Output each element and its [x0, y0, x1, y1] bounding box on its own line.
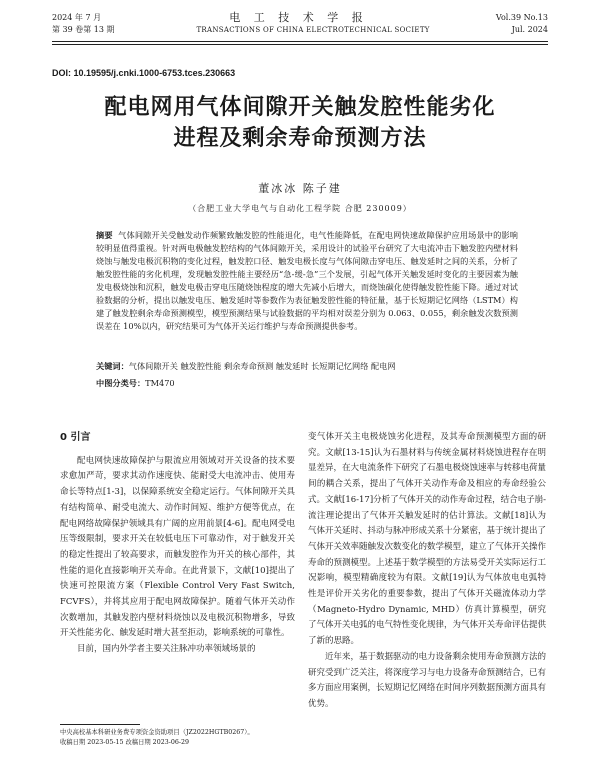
header-rule-thick: [52, 41, 548, 42]
keywords-text: 气体间隙开关 触发腔性能 剩余寿命预测 触发延时 长短期记忆网络 配电网: [128, 361, 396, 371]
intro-paragraph-1: 配电网快速故障保护与限流应用领域对开关设备的技术要求愈加严苛，要求其动作速度快、能耐受大电流冲击、使用寿命长等特点[1-3]，以保障系统安全稳定运行。气体间隙开关具有结构简单、耐受电流大、动作时间短、维护方便等优点，在配电网络故障保护领域具有广阔的应用前景[4-6]。配电网受电压等级限制，要求开关在较低电压下可靠动作，对于触发开关的稳定性提出了较高要求，而触发腔作为开关的核心部件，其性能的退化直接影响开关寿命。在此背景下，文献[10]提出了快速可控限流方案（Flexible Control Very Fast Switch, FCVFS），并将其应用于配电网故障保护。随着气体开关动作次数增加，其触发腔内壁材料烧蚀以及电极沉积物增多，导致开关性能劣化、触发延时增大甚至拒动，影响系统的可靠性。: [60, 455, 295, 639]
footnote-rule: [60, 724, 140, 725]
keywords-label: 关键词：: [96, 361, 129, 371]
abstract-text: 气体间隙开关受触发动作频繁致触发腔的性能退化，电气性能降低，在配电网快速故障保护应用场景中的影响较明显值得重视。针对两电极触发腔结构的气体间隙开关，采用设计的试验平台研究了大电流冲击下触发腔内壁材料烧蚀与触发电极沉积物的变化过程，触发腔口径、触发电极长度与气体间隙击穿电压、触发延时之间的关系，分析了触发腔性能的劣化机理，发现触发腔性能主要经历“急-缓-急”三个发展，引起气体开关触发延时变化的主要因素为触发电极烧蚀和沉积，触发电极击穿电压随烧蚀程度的增大先减小后增大，而烧蚀碳化使得触发腔性能下降。通过对试验数据的分析，提出以触发电压、触发延时等参数作为表征触发腔性能的特征量，基于长短期记忆网络（LSTM）构建了触发腔剩余寿命预测模型，模型预测结果与试验数据的平均相对误差分别为 0.063、0.055，剩余触发次数预测误差在 10%以内，研究结果可为气体开关运行维护与寿命预测提供参考。: [96, 230, 518, 331]
right-column: [308, 430, 546, 713]
footnote: [60, 728, 298, 748]
header-rule-thin: [52, 44, 548, 45]
doi[interactable]: DOI: 10.19595/j.cnki.1000-6753.tces.230663: [52, 68, 236, 78]
title-line-2: 进程及剩余寿命预测方法: [173, 126, 427, 151]
header-issue: 第 39 卷第 13 期: [52, 25, 115, 34]
journal-name-en: TRANSACTIONS OF CHINA ELECTROTECHNICAL SOCIETY: [196, 26, 430, 34]
footnote-funding: 中央高校基本科研业务费专项资金资助项目（JZ2022HGTB0267）。: [60, 729, 254, 736]
intro-paragraph-2: 目前，国内外学者主要关注脉冲功率领域场景的: [77, 644, 256, 655]
keywords: [96, 360, 518, 373]
affiliation: （合肥工业大学电气与自动化工程学院 合肥 230009）: [188, 204, 412, 213]
section-heading-intro: 0 引言: [60, 432, 91, 443]
left-column: [60, 430, 295, 658]
classification: [96, 377, 175, 390]
intro-paragraph-4: 近年来，基于数据驱动的电力设备剩余使用寿命预测方法的研究受到广泛关注，将深度学习与电力设备寿命预测结合，已有多方面应用案例，长短期记忆网络在时间序列数据预测方面具有优势。: [308, 651, 547, 709]
header-volume: Vol.39 No.13: [495, 13, 548, 22]
title-line-1: 配电网用气体间隙开关触发腔性能劣化: [104, 95, 496, 120]
abstract: [96, 229, 518, 333]
paper-title: [52, 92, 548, 154]
running-header: [52, 12, 548, 36]
authors: 董冰冰 陈子建: [258, 182, 342, 195]
header-date: 2024 年 7 月: [52, 13, 102, 22]
journal-name-cn: 电 工 技 术 学 报: [229, 11, 368, 24]
header-month: Jul. 2024: [511, 25, 548, 34]
classification-value: TM470: [145, 378, 175, 388]
footnote-dates: 收稿日期 2023-05-15 改稿日期 2023-06-29: [60, 739, 189, 746]
intro-paragraph-3: 变气体开关主电极烧蚀劣化进程，及其寿命预测模型方面的研究。文献[13-15]认为石墨材料与传统金属材料烧蚀进程存在明显差异，在大电流条件下研究了石墨电极烧蚀速率与转移电荷量间的耦合关系，提出了气体开关动作寿命及相应的寿命经验公式。文献[16-17]分析了气体开关的动作寿命过程，结合电子崩-流注理论提出了气体开关触发延时的估计算法。文献[18]认为气体开关延时、抖动与脉冲形成关系十分紧密，基于统计提出了气体开关效率随触发次数变化的数学模型，建立了气体开关操作寿命的预测模型。上述基于数学模型的方法易受开关实际运行工况影响，模型精确度较为有限。文献[19]认为气体放电电弧特性是评价开关劣化的重要参数，提出了气体开关磁流体动力学（Magneto-Hydro Dynamic, MHD）仿真计算模型，研究了气体开关电弧的电气特性变化规律，为气体开关寿命评估提供了新的思路。: [308, 432, 547, 647]
classification-label: 中图分类号：: [96, 378, 146, 388]
abstract-label: 摘要: [96, 230, 113, 240]
